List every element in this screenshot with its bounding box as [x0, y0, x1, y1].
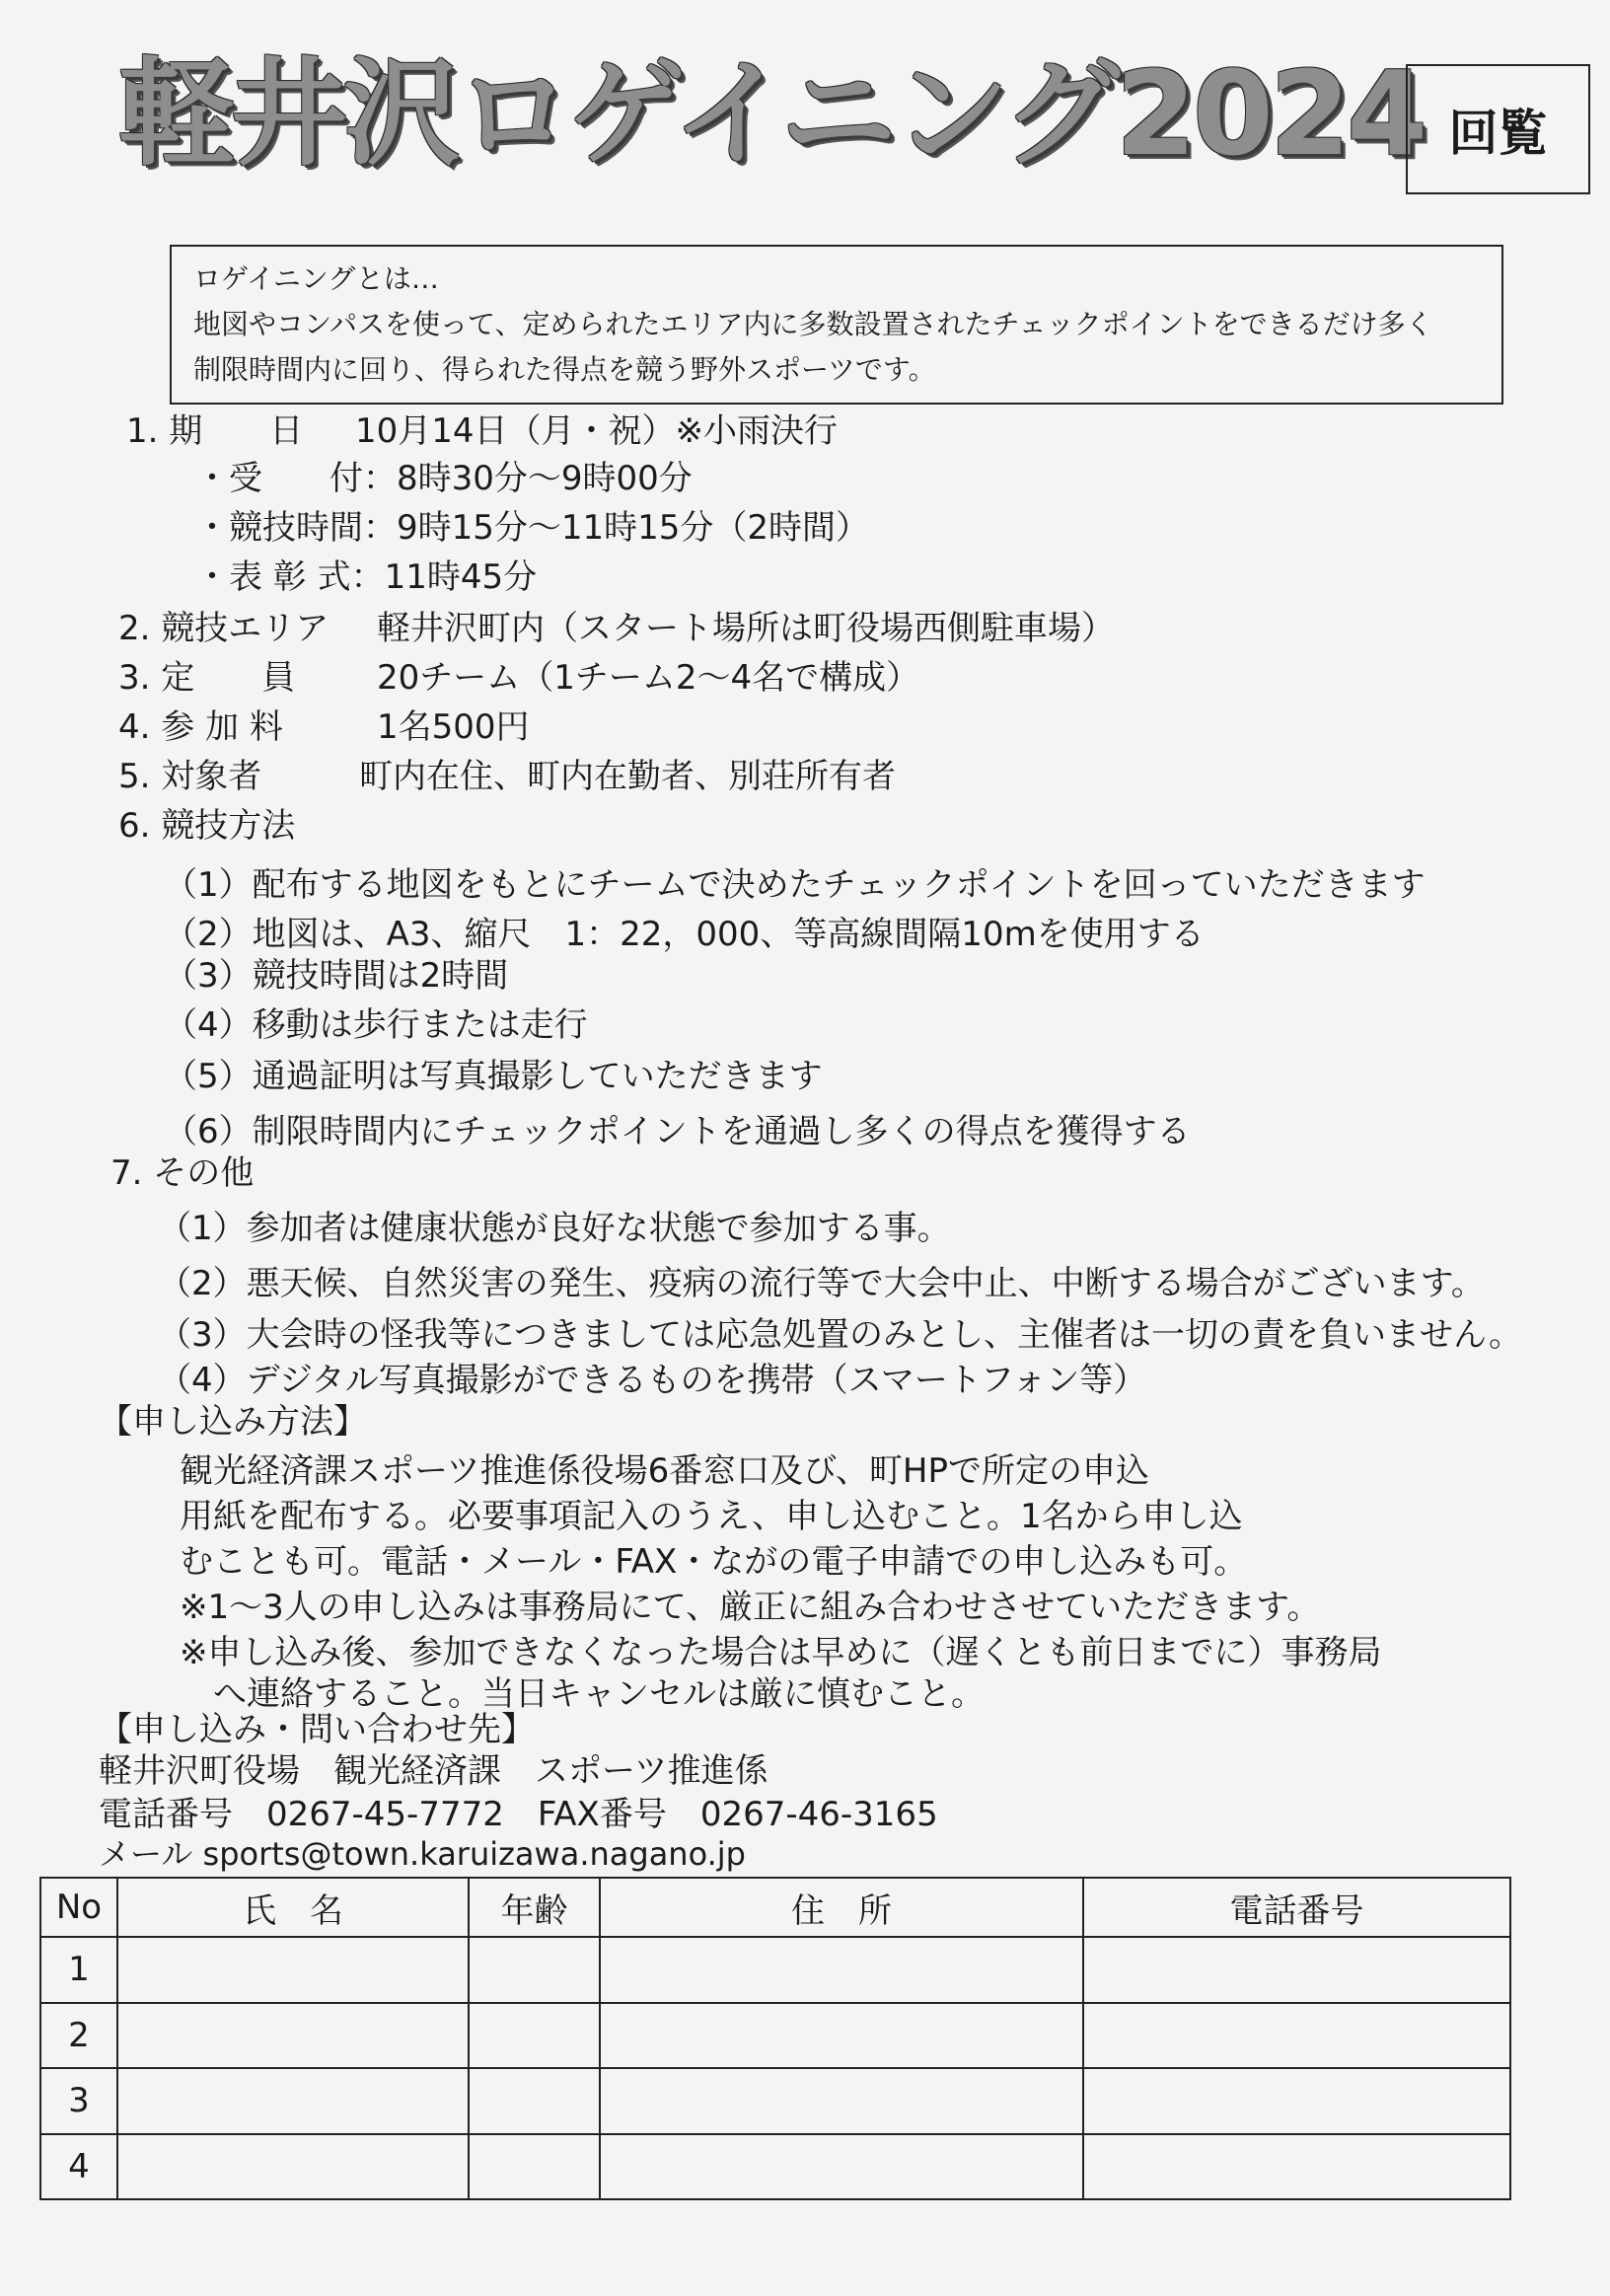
section-label: 1. 期 日: [126, 411, 304, 451]
circulation-badge: 回覧: [1406, 64, 1590, 194]
apply-line: ※申し込み後、参加できなくなった場合は早めに（遅くとも前日までに）事務局: [180, 1633, 1382, 1672]
sub-value: 9時15分～11時15分（2時間）: [397, 508, 870, 548]
address-cell[interactable]: [600, 2068, 1083, 2134]
header-no: No: [40, 1878, 117, 1937]
age-cell[interactable]: [469, 2003, 600, 2069]
row-number: 1: [40, 1937, 117, 2003]
header-address: 住 所: [600, 1878, 1083, 1937]
name-cell[interactable]: [117, 2134, 469, 2200]
section-value: 20チーム（1チーム2～4名で構成）: [377, 658, 920, 698]
page-title: 軽井沢ロゲイニング2024: [118, 45, 1425, 182]
apply-line: ※1～3人の申し込みは事務局にて、厳正に組み合わせさせていただきます。: [180, 1588, 1321, 1627]
section-label: 3. 定 員: [118, 658, 296, 698]
section-other-label: 7. その他: [110, 1153, 255, 1193]
method-item: （3）競技時間は2時間: [164, 956, 509, 996]
table-row: [40, 2003, 1510, 2069]
age-cell[interactable]: [469, 2068, 600, 2134]
table-row: [40, 1937, 1510, 2003]
age-cell[interactable]: [469, 1937, 600, 2003]
apply-line: むことも可。電話・メール・FAX・ながの電子申請での申し込みも可。: [180, 1542, 1248, 1582]
sub-label: ・表 彰 式：: [195, 557, 385, 597]
phone-cell[interactable]: [1083, 2003, 1510, 2069]
method-item: （5）通過証明は写真撮影していただきます: [164, 1057, 823, 1096]
name-cell[interactable]: [117, 2068, 469, 2134]
phone-cell[interactable]: [1083, 1937, 1510, 2003]
header-age: 年齢: [469, 1878, 600, 1937]
section-method-label: 6. 競技方法: [118, 806, 296, 846]
name-cell[interactable]: [117, 1937, 469, 2003]
other-item: （4）デジタル写真撮影ができるものを携帯（スマートフォン等）: [158, 1361, 1147, 1400]
registration-table: [39, 1877, 1511, 2200]
intro-line: 制限時間内に回り、得られた得点を競う野外スポーツです。: [193, 353, 936, 386]
apply-line: 用紙を配布する。必要事項記入のうえ、申し込むこと。1名から申し込: [180, 1497, 1243, 1536]
other-item: （3）大会時の怪我等につきましては応急処置のみとし、主催者は一切の責を負いません。: [158, 1315, 1522, 1355]
age-cell[interactable]: [469, 2134, 600, 2200]
contact-org: 軽井沢町役場 観光経済課 スポーツ推進係: [99, 1751, 768, 1791]
sub-value: 11時45分: [384, 557, 538, 597]
section-label: 4. 参 加 料: [118, 707, 283, 747]
section-capacity: [118, 655, 919, 701]
other-item: （2）悪天候、自然災害の発生、疫病の流行等で大会中止、中断する場合がございます。: [158, 1264, 1485, 1303]
header-phone: 電話番号: [1083, 1878, 1510, 1937]
intro-box: [170, 245, 1503, 405]
method-item: （4）移動は歩行または走行: [164, 1005, 588, 1045]
phone-cell[interactable]: [1083, 2134, 1510, 2200]
section-value: 1名500円: [377, 707, 530, 747]
table-row: [40, 2068, 1510, 2134]
contact-phone: 電話番号 0267-45-7772 FAX番号 0267-46-3165: [99, 1795, 938, 1834]
row-number: 3: [40, 2068, 117, 2134]
method-item: （6）制限時間内にチェックポイントを通過し多くの得点を獲得する: [164, 1112, 1191, 1151]
header-name: 氏 名: [117, 1878, 469, 1937]
reception-time: [195, 456, 693, 501]
section-value: 町内在住、町内在勤者、別荘所有者: [359, 757, 896, 796]
section-eligibility: [118, 754, 896, 799]
section-value: 軽井沢町内（スタート場所は町役場西側駐車場）: [377, 609, 1115, 648]
sub-value: 8時30分～9時00分: [397, 459, 693, 498]
address-cell[interactable]: [600, 2003, 1083, 2069]
intro-line: ロゲイニングとは…: [193, 262, 439, 295]
section-area: [118, 606, 1115, 651]
address-cell[interactable]: [600, 2134, 1083, 2200]
award-time: [195, 555, 537, 600]
method-item: （2）地図は、A3、縮尺 1：22，000、等高線間隔10mを使用する: [164, 915, 1205, 954]
apply-line: へ連絡すること。当日キャンセルは厳に慎むこと。: [213, 1674, 985, 1714]
section-fee: [118, 704, 530, 750]
method-item: （1）配布する地図をもとにチームで決めたチェックポイントを回っていただきます: [164, 865, 1426, 905]
address-cell[interactable]: [600, 1937, 1083, 2003]
competition-time: [195, 505, 869, 551]
section-label: 2. 競技エリア: [118, 609, 329, 648]
table-header-row: [40, 1878, 1510, 1937]
row-number: 2: [40, 2003, 117, 2069]
section-value: 10月14日（月・祝）※小雨決行: [355, 411, 839, 451]
name-cell[interactable]: [117, 2003, 469, 2069]
row-number: 4: [40, 2134, 117, 2200]
section-label: 5. 対象者: [118, 757, 262, 796]
contact-email: メール sports@town.karuizawa.nagano.jp: [99, 1835, 746, 1873]
apply-line: 観光経済課スポーツ推進係役場6番窓口及び、町HPで所定の申込: [180, 1451, 1149, 1491]
apply-heading: 【申し込み方法】: [99, 1402, 367, 1442]
phone-cell[interactable]: [1083, 2068, 1510, 2134]
contact-heading: 【申し込み・問い合わせ先】: [99, 1710, 535, 1749]
sub-label: ・競技時間：: [195, 508, 397, 548]
section-date: [126, 408, 838, 454]
table-row: [40, 2134, 1510, 2200]
intro-line: 地図やコンパスを使って、定められたエリア内に多数設置されたチェックポイントをできるだけ多く: [193, 308, 1433, 340]
sub-label: ・受 付：: [195, 459, 397, 498]
other-item: （1）参加者は健康状態が良好な状態で参加する事。: [158, 1209, 951, 1248]
